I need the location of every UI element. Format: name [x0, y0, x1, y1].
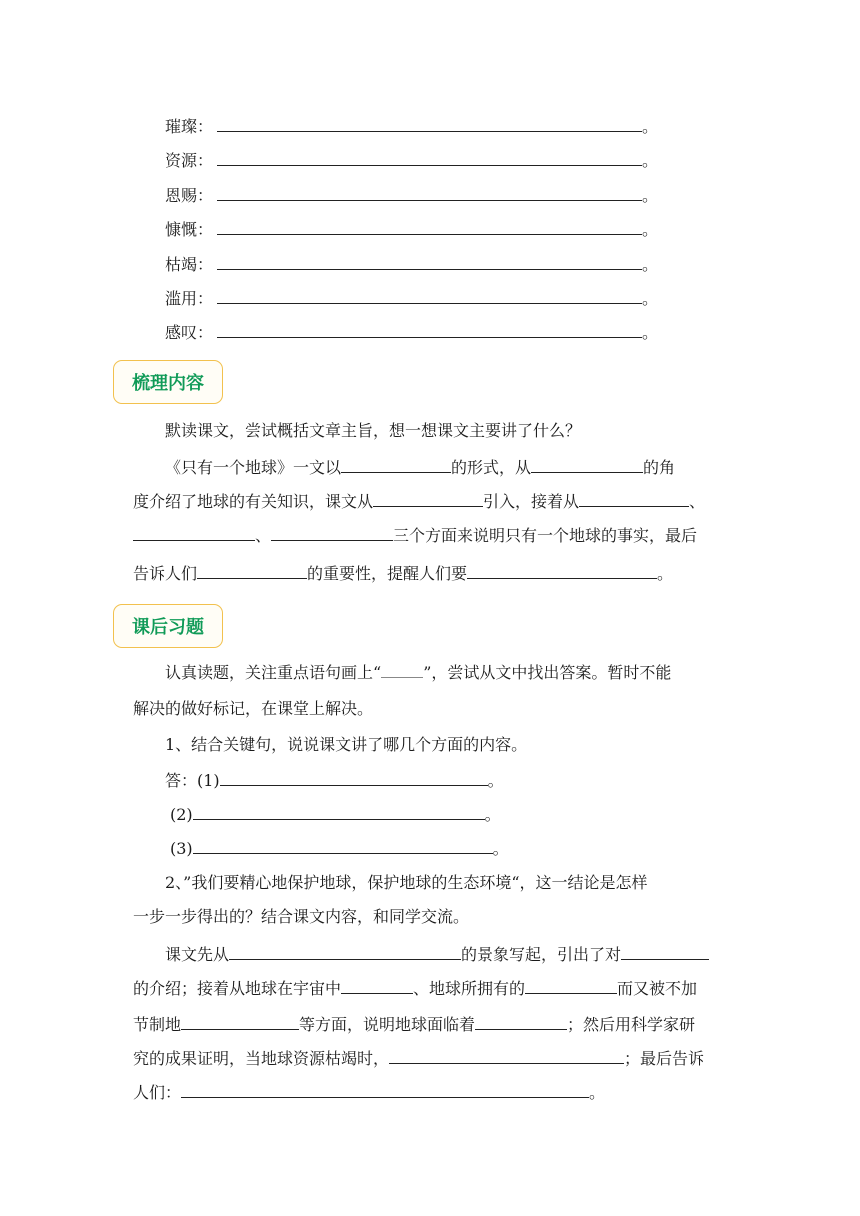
fill-paragraph-line: 告诉人们 的重要性，提醒人们要 。	[133, 560, 673, 586]
answer-blank[interactable]	[133, 522, 255, 541]
answer-blank[interactable]	[217, 182, 642, 201]
answer-blank[interactable]	[217, 216, 642, 235]
answer-blank[interactable]	[217, 147, 642, 166]
section-title-badge: 梳理内容	[113, 360, 223, 404]
answer-blank[interactable]	[341, 975, 413, 994]
vocab-row	[165, 285, 658, 311]
vocab-row	[165, 251, 658, 277]
vocab-row	[165, 147, 658, 173]
answer-blank[interactable]	[531, 454, 643, 473]
period: 。	[642, 151, 659, 170]
fill-paragraph-line: 度介绍了地球的有关知识，课文从 引入，接着从 、	[133, 488, 705, 514]
question-1: 1、结合关键句，说说课文讲了哪几个方面的内容。	[165, 735, 528, 754]
answer-blank[interactable]	[271, 522, 393, 541]
answer-blank[interactable]	[467, 560, 657, 579]
answer-blank[interactable]	[193, 801, 485, 820]
fill-paragraph-line: 的介绍；接着从地球在宇宙中 、地球所拥有的 而又被不加	[133, 975, 697, 1001]
period: 。	[642, 289, 659, 308]
vocab-label: 滥用：	[165, 289, 214, 308]
answer-blank[interactable]	[579, 488, 689, 507]
fill-paragraph-line: 究的成果证明，当地球资源枯竭时， ；最后告诉	[133, 1045, 704, 1071]
period: 。	[642, 117, 659, 136]
fill-paragraph-line: 课文先从 的景象写起，引出了对	[165, 941, 709, 967]
section-title-badge: 课后习题	[113, 604, 223, 648]
vocab-label: 恩赐：	[165, 186, 214, 205]
answer-blank[interactable]	[217, 319, 642, 338]
vocab-row	[165, 113, 658, 139]
answer-blank[interactable]	[181, 1011, 299, 1030]
answer-blank[interactable]	[217, 285, 642, 304]
vocab-label: 资源：	[165, 151, 214, 170]
vocab-label: 枯竭：	[165, 255, 214, 274]
vocab-row	[165, 182, 658, 208]
fill-paragraph-line: 《只有一个地球》一文以 的形式，从 的角	[165, 454, 675, 480]
answer-blank[interactable]	[373, 488, 483, 507]
period: 。	[642, 255, 659, 274]
period: 。	[642, 323, 659, 342]
vocab-row	[165, 216, 658, 242]
period: 。	[642, 220, 659, 239]
answer-blank[interactable]	[193, 835, 493, 854]
question-2: 2、”我们要精心地保护地球，保护地球的生态环境“，这一结论是怎样	[165, 873, 648, 892]
question-2-cont: 一步一步得出的？结合课文内容，和同学交流。	[133, 907, 470, 926]
fill-paragraph-line: 节制地 等方面，说明地球面临着 ；然后用科学家研	[133, 1011, 695, 1037]
answer-blank[interactable]	[475, 1011, 567, 1030]
section-intro: 认真读题，关注重点语句画上“ ”，尝试从文中找出答案。暂时不能	[165, 663, 672, 682]
period: 。	[642, 186, 659, 205]
answer-blank[interactable]	[389, 1045, 624, 1064]
section-intro: 默读课文，尝试概括文章主旨，想一想课文主要讲了什么？	[165, 421, 582, 440]
vocab-label: 感叹：	[165, 323, 214, 342]
answer-line: (3) 。	[170, 835, 509, 861]
answer-blank[interactable]	[220, 767, 488, 786]
fill-paragraph-line: 人们： 。	[133, 1079, 605, 1105]
section-intro: 解决的做好标记，在课堂上解决。	[133, 699, 374, 718]
vocab-label: 慷慨：	[165, 220, 214, 239]
answer-blank[interactable]	[181, 1079, 589, 1098]
answer-line: 答：(1) 。	[165, 767, 504, 793]
fill-paragraph-line: 、 三个方面来说明只有一个地球的事实，最后	[133, 522, 697, 548]
answer-blank[interactable]	[341, 454, 451, 473]
vocab-row	[165, 319, 658, 345]
answer-blank[interactable]	[621, 941, 709, 960]
answer-blank[interactable]	[229, 941, 461, 960]
underline-mark	[381, 663, 423, 678]
answer-blank[interactable]	[217, 251, 642, 270]
vocab-label: 璀璨：	[165, 117, 214, 136]
answer-blank[interactable]	[525, 975, 617, 994]
answer-line: (2) 。	[170, 801, 501, 827]
answer-blank[interactable]	[197, 560, 307, 579]
answer-blank[interactable]	[217, 113, 642, 132]
